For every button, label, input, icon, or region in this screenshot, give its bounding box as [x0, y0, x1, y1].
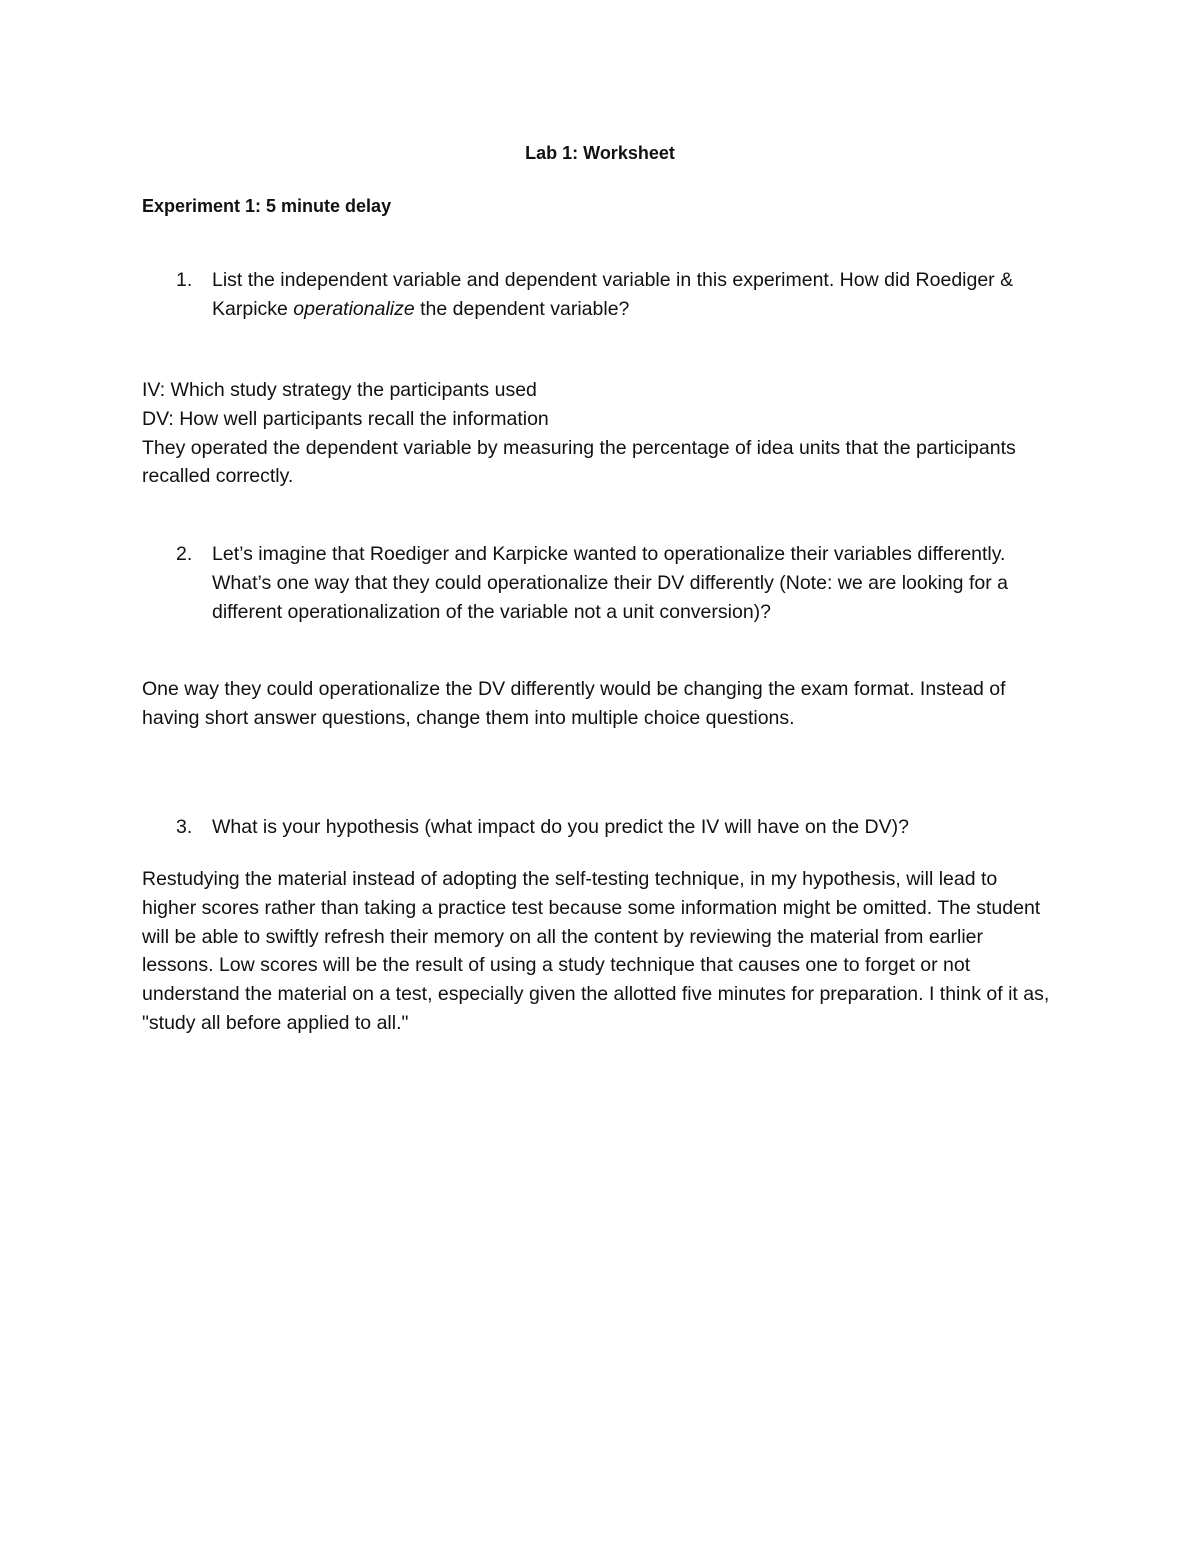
question-1	[142, 266, 1062, 324]
question-2	[142, 540, 1062, 627]
question-3-number: 3.	[176, 816, 193, 838]
answer-1	[142, 376, 1052, 491]
answer-2-text: One way they could operationalize the DV differently would be changing the exam format. Instead of having short answer questions, change them into multiple choice questions.	[142, 678, 1006, 729]
answer-3-text: Restudying the material instead of adopting the self-testing technique, in my hypothesis, will lead to higher scores rather than taking a practice test because some information might be omitted. The student will be able to swiftly refresh their memory on all the content by reviewing the material from earlier lessons. Low scores will be the result of using a study technique that causes one to forget or not understand the material on a test, especially given the allotted five minutes for preparation. I think of it as, "study all before applied to all."	[142, 868, 1050, 1034]
answer-1-dv: DV: How well participants recall the information	[142, 407, 549, 430]
question-3-text: What is your hypothesis (what impact do you predict the IV will have on the DV)?	[212, 816, 909, 838]
question-1-text-after: the dependent variable?	[414, 298, 630, 320]
document-title: Lab 1: Worksheet	[525, 143, 675, 163]
answer-1-iv: IV: Which study strategy the participants used	[142, 379, 537, 401]
question-3	[142, 813, 1062, 842]
question-1-number: 1.	[176, 269, 193, 291]
answer-1-operationalization: They operated the dependent variable by measuring the percentage of idea units that the participants recalled correctly.	[142, 436, 1016, 488]
section-heading: Experiment 1: 5 minute delay	[142, 196, 392, 216]
question-1-text	[212, 266, 1062, 324]
question-2-text: Let’s imagine that Roediger and Karpicke wanted to operationalize their variables differently. What’s one way that they could operationalize their DV differently (Note: we are looking for a different operationalization of the variable not a unit conversion)?	[212, 543, 1008, 623]
answer-2	[142, 675, 1052, 733]
answer-3	[142, 865, 1052, 1038]
question-1-text-before: List the independent variable and dependent variable in this experiment. How did Roediger & Karpicke	[212, 269, 1014, 320]
question-2-number: 2.	[176, 543, 193, 565]
question-1-emphasis: operationalize	[293, 298, 415, 320]
